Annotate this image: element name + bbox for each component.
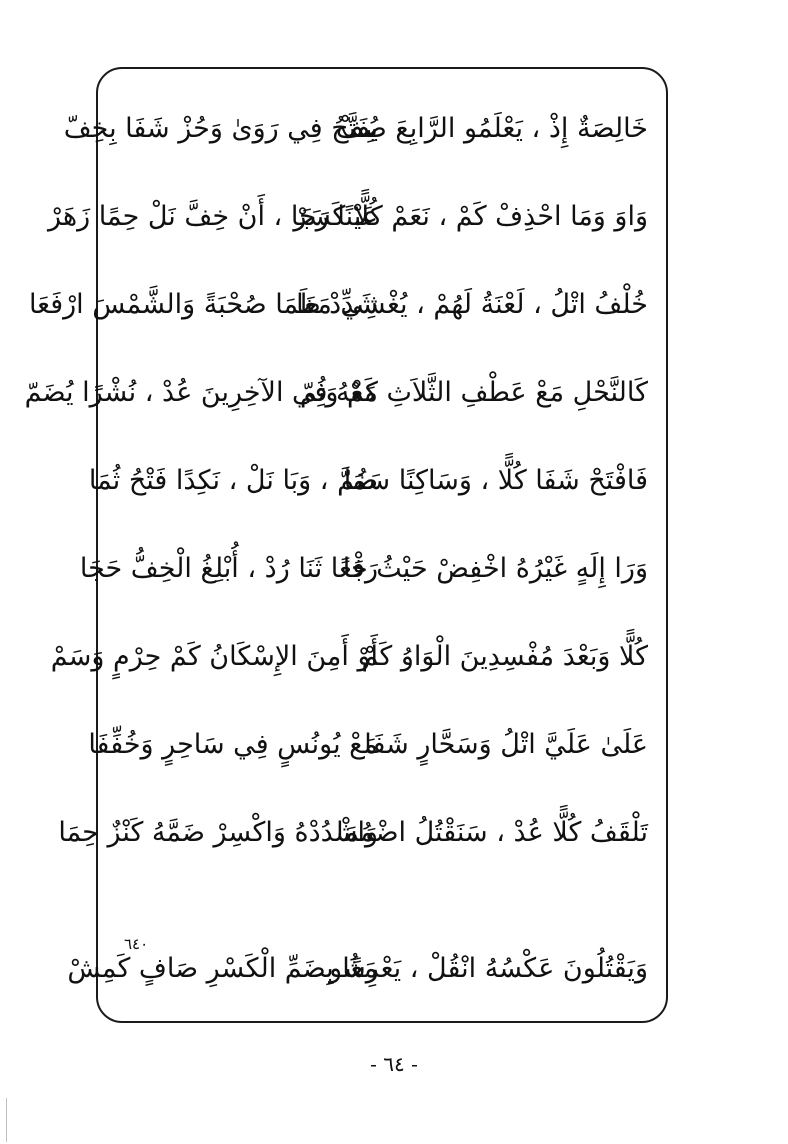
right-hemistich: وَيَقْتُلُونَ عَكْسُهُ انْقُلْ ، يَعْرِشُو <box>329 953 648 984</box>
verse-line <box>88 715 648 775</box>
right-hemistich: وَرَا إِلَهٍ غَيْرُهُ اخْفِضْ حَيْثُ جَا <box>342 553 648 584</box>
verse-line <box>50 627 648 687</box>
right-hemistich: وَاوَ وَمَا احْذِفْ كَمْ ، نَعَمْ كُلًّا كَسَرْ <box>293 201 648 232</box>
left-hemistich: مَعْهُ فِي الآخِرِينَ عُدْ ، نُشْرًا يُضَمّ <box>24 377 378 408</box>
right-hemistich: خُلْفُ اتْلُ ، لَعْنَةُ لَهُمْ ، يُغْشِي مَعَا <box>296 289 648 320</box>
right-hemistich: تَلْقَفُ كُلًّا عُدْ ، سَنَقْتُلُ اضْمُمَا <box>336 817 648 848</box>
verse-line <box>28 275 648 335</box>
left-hemistich: مَعًا بِضَمِّ الْكَسْرِ صَافٍ كَمِشْ <box>67 953 378 984</box>
left-hemistich: ضُمَّ ، وَبَا نَلْ ، نَكِدًا فَتْحُ ثُمَا <box>88 465 378 496</box>
right-hemistich: خَالِصَةٌ إِذْ ، يَعْلَمُو الرَّابِعَ صِفْ <box>335 113 648 144</box>
verse-line <box>47 187 648 247</box>
left-hemistich: مَعْ يُونُسٍ فِي سَاحِرٍ وَخُفِّفَا <box>88 729 378 760</box>
poem-frame <box>24 67 668 1023</box>
left-hemistich: يُفَتَّحُ فِي رَوَىٰ وَحُزْ شَفَا بِخِفّ <box>63 113 378 144</box>
right-hemistich: كُلًّا وَبَعْدَ مُفْسِدِينَ الْوَاوُ كَمْ <box>361 641 648 672</box>
verse-line <box>88 451 648 511</box>
right-hemistich: فَافْتَحْ شَفَا كُلًّا ، وَسَاكِنًا سَمَا <box>343 465 648 496</box>
left-hemistich: عَيْنًا رَجَا ، أَنْ خِفَّ نَلْ حِمًا زَهَرْ <box>47 201 378 232</box>
right-hemistich: كَالنَّحْلِ مَعْ عَطْفِ الثَّلاَثِ كَمْ وَثُمّ <box>299 377 648 408</box>
right-hemistich: عَلَىٰ عَلَيَّ اتْلُ وَسَحَّارٍ شَفَا <box>364 729 648 760</box>
verse-line <box>58 803 648 863</box>
verse-list <box>24 69 666 1021</box>
left-hemistich: أَوْ أَمِنَ الإِسْكَانُ كَمْ حِرْمٍ وَسَمْ <box>50 641 378 672</box>
verse-line <box>79 539 648 599</box>
verse-line <box>63 99 648 159</box>
verse-count: ٦٤٠ <box>124 935 149 953</box>
left-hemistich: وَاشْدُدْهُ وَاكْسِرْ ضَمَّهُ كَنْزٌ حِمَا <box>58 817 378 848</box>
left-hemistich: رَفْعًا ثَنَا رُدْ ، أُبْلِغُ الْخِفُّ حَجَا <box>79 553 378 584</box>
margin-mark <box>6 1098 7 1142</box>
page-number: - ٦٤ - <box>370 1052 418 1076</box>
verse-line <box>67 939 648 999</box>
verse-line <box>24 363 648 423</box>
left-hemistich: شَدِّدْ ظَمَا صُحْبَةً وَالشَّمْسَ ارْفَعَا <box>28 289 378 320</box>
